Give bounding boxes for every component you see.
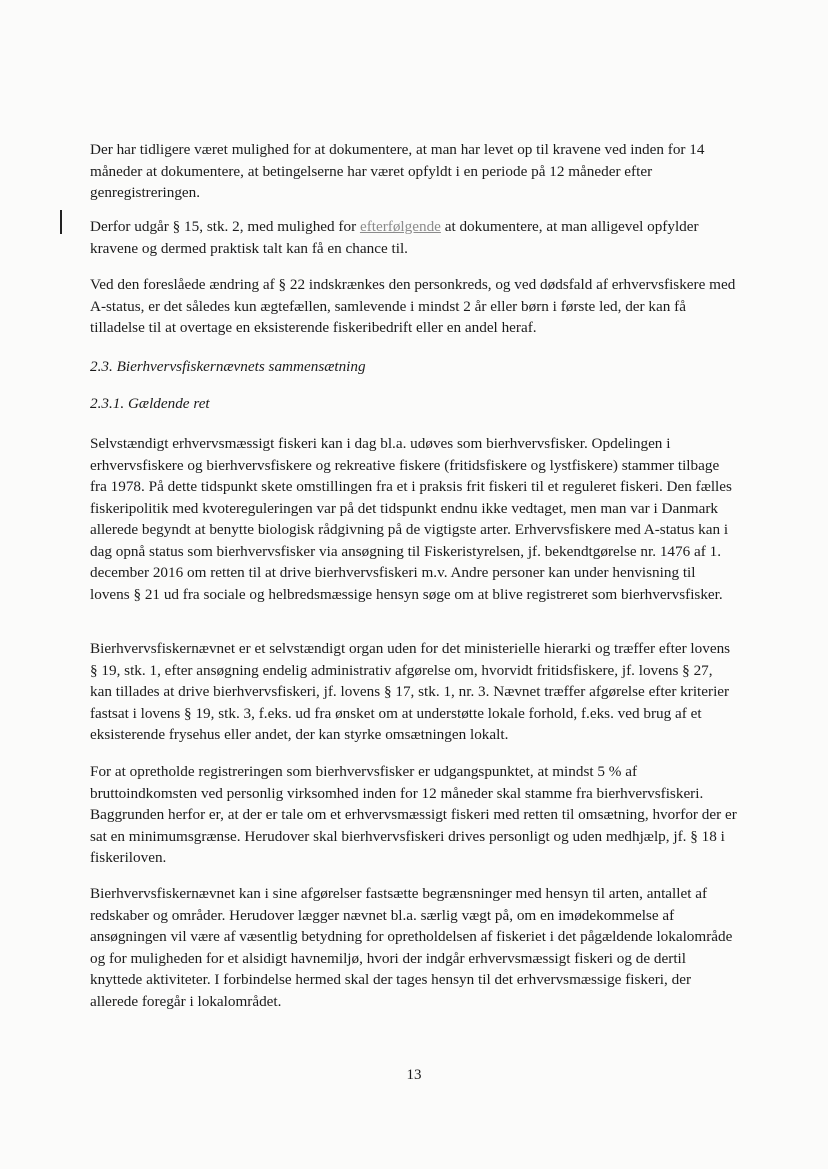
paragraph-5 [90,638,738,746]
paragraph-4 [90,433,738,605]
paragraph-1-text: Der har tidligere været mulighed for at dokumentere, at man har levet op til kravene ved inden for 14 måneder at dokumentere, at betingelserne har været opfyldt i en periode på 12 måneder efter genregistreringen. [90,141,705,201]
paragraph-4-text: Selvstændigt erhvervsmæssigt fiskeri kan i dag bl.a. udøves som bierhvervsfisker. Opdelingen i erhvervsfiskere og bierhvervsfiskere og rekreative fiskere (fritidsfiskere og lystfiskere) stammer tilbage fra 1978. På dette tidspunkt skete omstillingen fra et i praksis frit fiskeri til et reguleret fiskeri. Den fælles fiskeripolitik med kvotereguleringen var på det tidspunkt endnu ikke vedtaget, men man var i Danmark allerede begyndt at benytte biologisk rådgivning på de vigtigste arter. Erhvervsfiskere med A-status kan i dag opnå status som bierhvervsfisker via ansøgning til Fiskeristyrelsen, jf. bekendtgørelse nr. 1476 af 1. december 2016 om retten til at drive bierhvervsfiskeri m.v. Andre personer kan under henvisning til lovens § 21 ud fra sociale og helbredsmæssige hensyn søge om at blive registreret som bierhvervsfisker. [90,435,732,603]
section-heading-2-3 [90,356,738,378]
section-heading-2-3-1-text: 2.3.1. Gældende ret [90,395,210,412]
page-number: 13 [406,1067,422,1083]
tracked-change-link[interactable]: efterfølgende [359,218,441,235]
paragraph-7-text: Bierhvervsfiskernævnet kan i sine afgørelser fastsætte begrænsninger med hensyn til arten, antallet af redskaber og områder. Herudover lægger nævnet bl.a. særlig vægt på, om en imødekommelse af ansøgningen vil være af væsentlig betydning for opretholdelsen af fiskeriet i det pågældende lokalområde og for muligheden for et alsidigt havnemiljø, hvori der indgår erhvervsmæssigt fiskeri og de dertil knyttede aktiviteter. I forbindelse hermed skal der tages hensyn til det erhvervsmæssige fiskeri, der allerede foregår i lokalområdet. [90,885,733,1010]
section-heading-2-3-1 [90,393,738,415]
paragraph-1 [90,139,738,204]
paragraph-2-text [90,216,738,259]
paragraph-5-text: Bierhvervsfiskernævnet er et selvstændigt organ uden for det ministerielle hierarki og træffer efter lovens § 19, stk. 1, efter ansøgning endelig administrativ afgørelse om, hvorvidt fritidsfiskere, jf. lovens § 27, kan tillades at drive bierhvervsfiskeri, jf. lovens § 17, stk. 1, nr. 3. Nævnet træffer afgørelse efter kriterier fastsat i lovens § 19, stk. 3, f.eks. ud fra ønsket om at understøtte lokale forhold, f.eks. ved brug af et eksisterende frysehus eller andet, der kan styrke omsætningen lokalt. [90,640,731,743]
paragraph-7 [90,883,738,1012]
paragraph-2 [90,216,738,259]
paragraph-3 [90,274,738,339]
paragraph-2-end: at dokumentere, at man alligevel opfylder kravene og dermed praktisk talt kan få en chance til. [90,218,699,257]
section-heading-2-3-text: 2.3. Bierhvervsfiskernævnets sammensætning [90,358,366,375]
change-bar [60,210,62,234]
paragraph-3-text: Ved den foreslåede ændring af § 22 indskrænkes den personkreds, og ved dødsfald af erhvervsfiskere med A-status, er det således kun ægtefællen, samlevende i mindst 2 år eller børn i første led, der kan få tilladelse til at overtage en eksisterende fiskeribedrift eller en andel heraf. [90,276,736,336]
paragraph-6 [90,761,738,869]
paragraph-6-text: For at opretholde registreringen som bierhvervsfisker er udgangspunktet, at mindst 5 % af bruttoindkomsten ved personlig virksomhed inden for 12 måneder skal stamme fra bierhvervsfiskeri. Baggrunden herfor er, at der er tale om et erhvervsmæssigt fiskeri med retten til omsætning, hvorfor der er sat en minimumsgrænse. Herudover skal bierhvervsfiskeri drives personligt og uden medhjælp, jf. § 18 i fiskeriloven. [90,763,737,866]
paragraph-2-start: Derfor udgår § 15, stk. 2, med mulighed for [90,218,360,235]
